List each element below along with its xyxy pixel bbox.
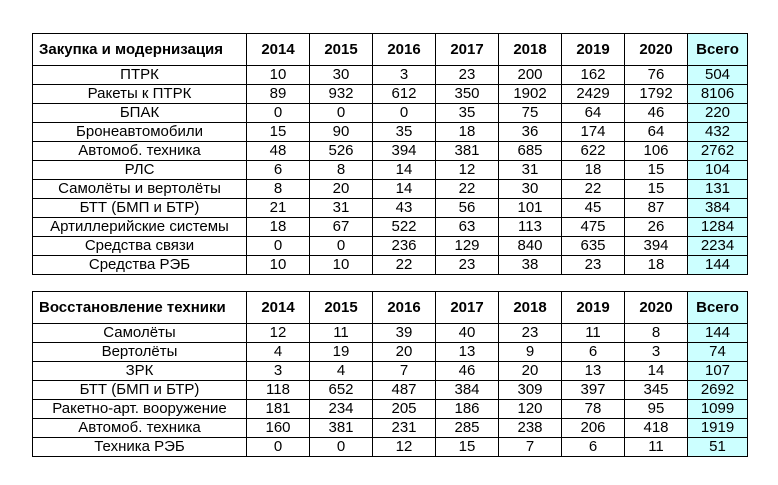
total-cell: 8106 xyxy=(688,85,748,104)
value-cell: 622 xyxy=(562,142,625,161)
row-label: Самолёты xyxy=(33,324,247,343)
value-cell: 63 xyxy=(436,218,499,237)
table-row xyxy=(33,85,748,104)
year-header: 2020 xyxy=(625,292,688,324)
year-header: 2018 xyxy=(499,292,562,324)
value-cell: 90 xyxy=(310,123,373,142)
value-cell: 43 xyxy=(373,199,436,218)
value-cell: 95 xyxy=(625,400,688,419)
total-cell: 144 xyxy=(688,324,748,343)
row-label: Автомоб. техника xyxy=(33,419,247,438)
value-cell: 0 xyxy=(310,104,373,123)
table-row xyxy=(33,123,748,142)
row-label: БТТ (БМП и БТР) xyxy=(33,199,247,218)
value-cell: 89 xyxy=(247,85,310,104)
value-cell: 381 xyxy=(436,142,499,161)
row-label: ЗРК xyxy=(33,362,247,381)
value-cell: 205 xyxy=(373,400,436,419)
year-header: 2016 xyxy=(373,292,436,324)
value-cell: 67 xyxy=(310,218,373,237)
value-cell: 932 xyxy=(310,85,373,104)
table-row xyxy=(33,161,748,180)
table-row xyxy=(33,343,748,362)
value-cell: 18 xyxy=(436,123,499,142)
value-cell: 0 xyxy=(373,104,436,123)
value-cell: 522 xyxy=(373,218,436,237)
table-header-row xyxy=(33,34,748,66)
value-cell: 6 xyxy=(562,438,625,457)
total-cell: 1284 xyxy=(688,218,748,237)
value-cell: 14 xyxy=(625,362,688,381)
row-label: БПАК xyxy=(33,104,247,123)
value-cell: 23 xyxy=(499,324,562,343)
value-cell: 22 xyxy=(562,180,625,199)
value-cell: 30 xyxy=(499,180,562,199)
value-cell: 31 xyxy=(499,161,562,180)
value-cell: 46 xyxy=(625,104,688,123)
table-row xyxy=(33,180,748,199)
value-cell: 14 xyxy=(373,161,436,180)
value-cell: 162 xyxy=(562,66,625,85)
table-row xyxy=(33,218,748,237)
table-title: Восстановление техники xyxy=(33,292,247,324)
row-label: Средства РЭБ xyxy=(33,256,247,275)
value-cell: 35 xyxy=(436,104,499,123)
table-row xyxy=(33,438,748,457)
value-cell: 64 xyxy=(562,104,625,123)
table-header-row xyxy=(33,292,748,324)
procurement-table xyxy=(32,33,748,275)
value-cell: 120 xyxy=(499,400,562,419)
value-cell: 635 xyxy=(562,237,625,256)
value-cell: 19 xyxy=(310,343,373,362)
value-cell: 13 xyxy=(562,362,625,381)
value-cell: 7 xyxy=(499,438,562,457)
total-header: Всего xyxy=(688,34,748,66)
value-cell: 231 xyxy=(373,419,436,438)
restoration-table xyxy=(32,291,748,457)
value-cell: 6 xyxy=(562,343,625,362)
total-header: Всего xyxy=(688,292,748,324)
value-cell: 87 xyxy=(625,199,688,218)
value-cell: 345 xyxy=(625,381,688,400)
row-label: Средства связи xyxy=(33,237,247,256)
total-cell: 2762 xyxy=(688,142,748,161)
table-row xyxy=(33,362,748,381)
value-cell: 12 xyxy=(436,161,499,180)
value-cell: 129 xyxy=(436,237,499,256)
value-cell: 75 xyxy=(499,104,562,123)
total-cell: 1099 xyxy=(688,400,748,419)
total-cell: 2692 xyxy=(688,381,748,400)
total-cell: 432 xyxy=(688,123,748,142)
value-cell: 394 xyxy=(373,142,436,161)
value-cell: 309 xyxy=(499,381,562,400)
table-row xyxy=(33,400,748,419)
value-cell: 45 xyxy=(562,199,625,218)
year-header: 2020 xyxy=(625,34,688,66)
value-cell: 8 xyxy=(247,180,310,199)
row-label: Самолёты и вертолёты xyxy=(33,180,247,199)
value-cell: 22 xyxy=(373,256,436,275)
total-cell: 51 xyxy=(688,438,748,457)
total-cell: 504 xyxy=(688,66,748,85)
value-cell: 21 xyxy=(247,199,310,218)
table-row xyxy=(33,381,748,400)
value-cell: 10 xyxy=(310,256,373,275)
value-cell: 8 xyxy=(625,324,688,343)
value-cell: 0 xyxy=(310,237,373,256)
year-header: 2014 xyxy=(247,34,310,66)
value-cell: 12 xyxy=(247,324,310,343)
table-row xyxy=(33,142,748,161)
value-cell: 10 xyxy=(247,256,310,275)
total-cell: 131 xyxy=(688,180,748,199)
value-cell: 46 xyxy=(436,362,499,381)
value-cell: 174 xyxy=(562,123,625,142)
total-cell: 144 xyxy=(688,256,748,275)
table-row xyxy=(33,104,748,123)
year-header: 2018 xyxy=(499,34,562,66)
value-cell: 31 xyxy=(310,199,373,218)
row-label: ПТРК xyxy=(33,66,247,85)
value-cell: 18 xyxy=(625,256,688,275)
value-cell: 160 xyxy=(247,419,310,438)
value-cell: 36 xyxy=(499,123,562,142)
value-cell: 14 xyxy=(373,180,436,199)
value-cell: 234 xyxy=(310,400,373,419)
value-cell: 101 xyxy=(499,199,562,218)
table-title: Закупка и модернизация xyxy=(33,34,247,66)
value-cell: 106 xyxy=(625,142,688,161)
value-cell: 3 xyxy=(373,66,436,85)
value-cell: 394 xyxy=(625,237,688,256)
value-cell: 12 xyxy=(373,438,436,457)
value-cell: 38 xyxy=(499,256,562,275)
value-cell: 64 xyxy=(625,123,688,142)
total-cell: 74 xyxy=(688,343,748,362)
total-cell: 107 xyxy=(688,362,748,381)
value-cell: 39 xyxy=(373,324,436,343)
year-header: 2014 xyxy=(247,292,310,324)
value-cell: 18 xyxy=(247,218,310,237)
value-cell: 1902 xyxy=(499,85,562,104)
value-cell: 78 xyxy=(562,400,625,419)
value-cell: 4 xyxy=(247,343,310,362)
value-cell: 11 xyxy=(562,324,625,343)
total-cell: 2234 xyxy=(688,237,748,256)
value-cell: 200 xyxy=(499,66,562,85)
value-cell: 23 xyxy=(562,256,625,275)
year-header: 2017 xyxy=(436,292,499,324)
table-row xyxy=(33,419,748,438)
row-label: Техника РЭБ xyxy=(33,438,247,457)
value-cell: 475 xyxy=(562,218,625,237)
value-cell: 0 xyxy=(247,237,310,256)
value-cell: 22 xyxy=(436,180,499,199)
value-cell: 6 xyxy=(247,161,310,180)
year-header: 2019 xyxy=(562,34,625,66)
value-cell: 350 xyxy=(436,85,499,104)
value-cell: 2429 xyxy=(562,85,625,104)
value-cell: 3 xyxy=(247,362,310,381)
value-cell: 4 xyxy=(310,362,373,381)
value-cell: 685 xyxy=(499,142,562,161)
table-row xyxy=(33,199,748,218)
value-cell: 15 xyxy=(625,180,688,199)
year-header: 2019 xyxy=(562,292,625,324)
year-header: 2017 xyxy=(436,34,499,66)
row-label: Ракеты к ПТРК xyxy=(33,85,247,104)
value-cell: 76 xyxy=(625,66,688,85)
value-cell: 35 xyxy=(373,123,436,142)
value-cell: 56 xyxy=(436,199,499,218)
value-cell: 3 xyxy=(625,343,688,362)
row-label: Ракетно-арт. вооружение xyxy=(33,400,247,419)
row-label: Бронеавтомобили xyxy=(33,123,247,142)
year-header: 2015 xyxy=(310,292,373,324)
row-label: Вертолёты xyxy=(33,343,247,362)
value-cell: 418 xyxy=(625,419,688,438)
value-cell: 10 xyxy=(247,66,310,85)
value-cell: 652 xyxy=(310,381,373,400)
total-cell: 384 xyxy=(688,199,748,218)
value-cell: 15 xyxy=(247,123,310,142)
value-cell: 384 xyxy=(436,381,499,400)
value-cell: 48 xyxy=(247,142,310,161)
value-cell: 118 xyxy=(247,381,310,400)
value-cell: 612 xyxy=(373,85,436,104)
row-label: РЛС xyxy=(33,161,247,180)
table-row xyxy=(33,237,748,256)
year-header: 2016 xyxy=(373,34,436,66)
value-cell: 23 xyxy=(436,256,499,275)
value-cell: 11 xyxy=(625,438,688,457)
value-cell: 397 xyxy=(562,381,625,400)
value-cell: 181 xyxy=(247,400,310,419)
value-cell: 113 xyxy=(499,218,562,237)
table-row xyxy=(33,324,748,343)
value-cell: 206 xyxy=(562,419,625,438)
value-cell: 487 xyxy=(373,381,436,400)
value-cell: 13 xyxy=(436,343,499,362)
table-row xyxy=(33,66,748,85)
value-cell: 236 xyxy=(373,237,436,256)
value-cell: 26 xyxy=(625,218,688,237)
row-label: Автомоб. техника xyxy=(33,142,247,161)
value-cell: 15 xyxy=(625,161,688,180)
value-cell: 238 xyxy=(499,419,562,438)
value-cell: 1792 xyxy=(625,85,688,104)
row-label: БТТ (БМП и БТР) xyxy=(33,381,247,400)
value-cell: 20 xyxy=(373,343,436,362)
value-cell: 840 xyxy=(499,237,562,256)
table-row xyxy=(33,256,748,275)
value-cell: 15 xyxy=(436,438,499,457)
value-cell: 11 xyxy=(310,324,373,343)
value-cell: 20 xyxy=(310,180,373,199)
value-cell: 526 xyxy=(310,142,373,161)
value-cell: 20 xyxy=(499,362,562,381)
value-cell: 9 xyxy=(499,343,562,362)
value-cell: 186 xyxy=(436,400,499,419)
total-cell: 1919 xyxy=(688,419,748,438)
value-cell: 8 xyxy=(310,161,373,180)
total-cell: 220 xyxy=(688,104,748,123)
value-cell: 0 xyxy=(247,104,310,123)
value-cell: 285 xyxy=(436,419,499,438)
value-cell: 30 xyxy=(310,66,373,85)
value-cell: 7 xyxy=(373,362,436,381)
value-cell: 0 xyxy=(247,438,310,457)
value-cell: 40 xyxy=(436,324,499,343)
year-header: 2015 xyxy=(310,34,373,66)
total-cell: 104 xyxy=(688,161,748,180)
value-cell: 381 xyxy=(310,419,373,438)
value-cell: 18 xyxy=(562,161,625,180)
row-label: Артиллерийские системы xyxy=(33,218,247,237)
value-cell: 23 xyxy=(436,66,499,85)
value-cell: 0 xyxy=(310,438,373,457)
